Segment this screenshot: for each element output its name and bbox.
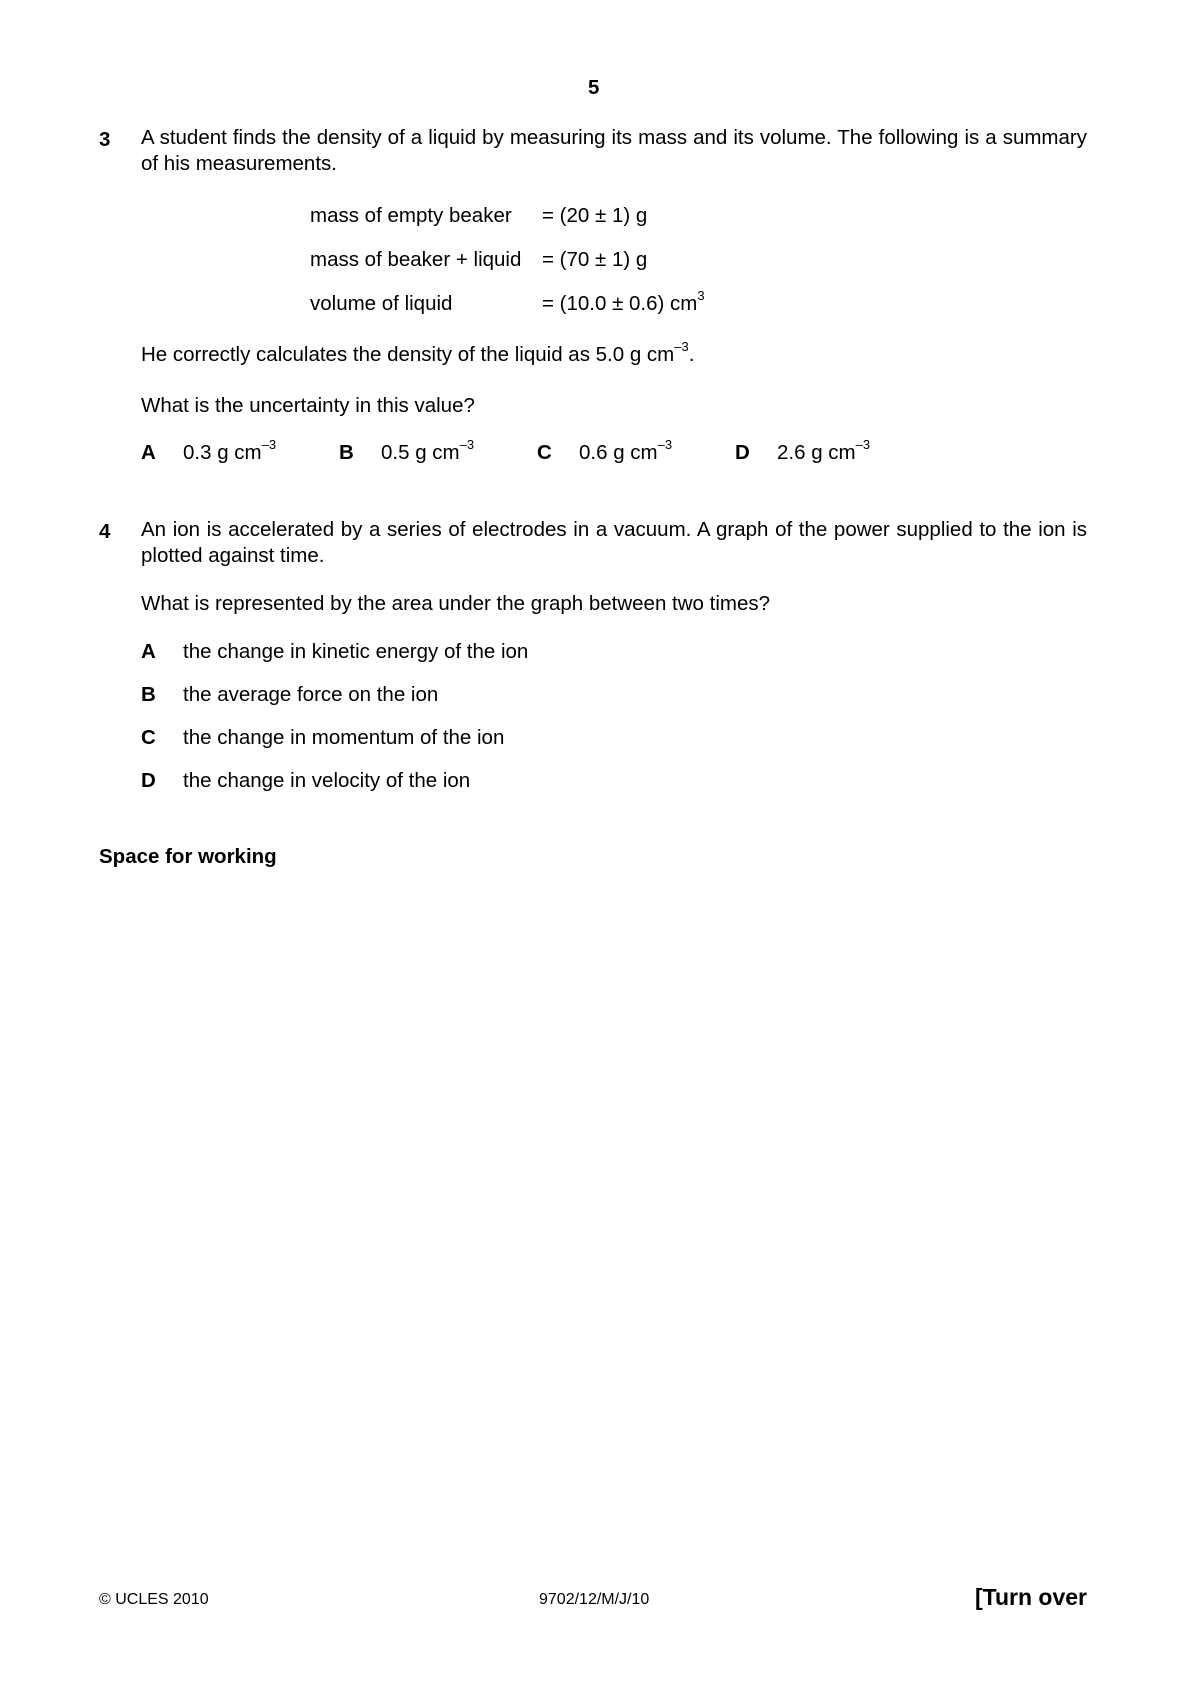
statement-text: He correctly calculates the density of the liquid as 5.0 g cm	[141, 343, 675, 366]
q3-option-d	[777, 437, 871, 464]
measurement-value-beaker-liquid	[542, 250, 647, 271]
measurement-value-volume	[542, 288, 705, 315]
q3-option-b	[381, 437, 475, 464]
q3-option-text: 2.6 g cm	[777, 441, 856, 464]
q3-option-letter: A	[141, 441, 156, 464]
measurement-value-text: = (10.0 ± 0.6) cm	[542, 292, 698, 315]
q4-option-a: the change in kinetic energy of the ion	[183, 640, 529, 663]
measurement-label-beaker-liquid: mass of beaker + liquid	[310, 248, 522, 271]
measurement-value-text: = (70 ± 1) g	[542, 248, 648, 271]
q4-option-letter: C	[141, 726, 156, 749]
q4-option-d: the change in velocity of the ion	[183, 769, 471, 792]
footer-copyright: © UCLES 2010	[99, 1591, 209, 1608]
measurement-value-sup: 3	[697, 288, 705, 303]
q3-option-sup: –3	[855, 437, 871, 452]
question-4-intro: An ion is accelerated by a series of electrodes in a vacuum. A graph of the power supplied to the ion is plotted against time.	[141, 518, 1087, 567]
q3-option-sup: –3	[261, 437, 277, 452]
q3-option-sup: –3	[657, 437, 673, 452]
statement-sup: –3	[674, 339, 689, 354]
q4-option-letter: A	[141, 640, 156, 663]
question-4-question: What is represented by the area under the graph between two times?	[141, 592, 771, 615]
measurement-value-text: = (20 ± 1) g	[542, 204, 648, 227]
question-3-number: 3	[99, 128, 111, 151]
q3-option-text: 0.6 g cm	[579, 441, 658, 464]
q3-option-text: 0.3 g cm	[183, 441, 262, 464]
space-for-working-label: Space for working	[99, 845, 277, 868]
question-3-question: What is the uncertainty in this value?	[141, 394, 475, 417]
q3-option-sup: –3	[459, 437, 475, 452]
measurement-value-empty-beaker	[542, 206, 647, 227]
q4-option-c: the change in momentum of the ion	[183, 726, 505, 749]
q3-option-c	[579, 437, 673, 464]
q3-option-letter: C	[537, 441, 552, 464]
q3-option-letter: D	[735, 441, 750, 464]
q3-option-a	[183, 437, 277, 464]
footer-paper-code: 9702/12/M/J/10	[539, 1591, 650, 1608]
statement-end: .	[688, 343, 695, 366]
q4-option-letter: D	[141, 769, 156, 792]
q3-option-letter: B	[339, 441, 354, 464]
question-3-statement	[141, 339, 695, 366]
measurement-label-empty-beaker: mass of empty beaker	[310, 204, 512, 227]
turn-over-label: [Turn over	[974, 1584, 1087, 1610]
q3-option-text: 0.5 g cm	[381, 441, 460, 464]
measurement-label-volume: volume of liquid	[310, 292, 453, 315]
page-number: 5	[588, 76, 600, 99]
question-3-intro: A student finds the density of a liquid by measuring its mass and its volume. The following is a summary of his measurements.	[141, 126, 1087, 175]
question-4-number: 4	[99, 520, 111, 543]
q4-option-letter: B	[141, 683, 156, 706]
q4-option-b: the average force on the ion	[183, 683, 439, 706]
